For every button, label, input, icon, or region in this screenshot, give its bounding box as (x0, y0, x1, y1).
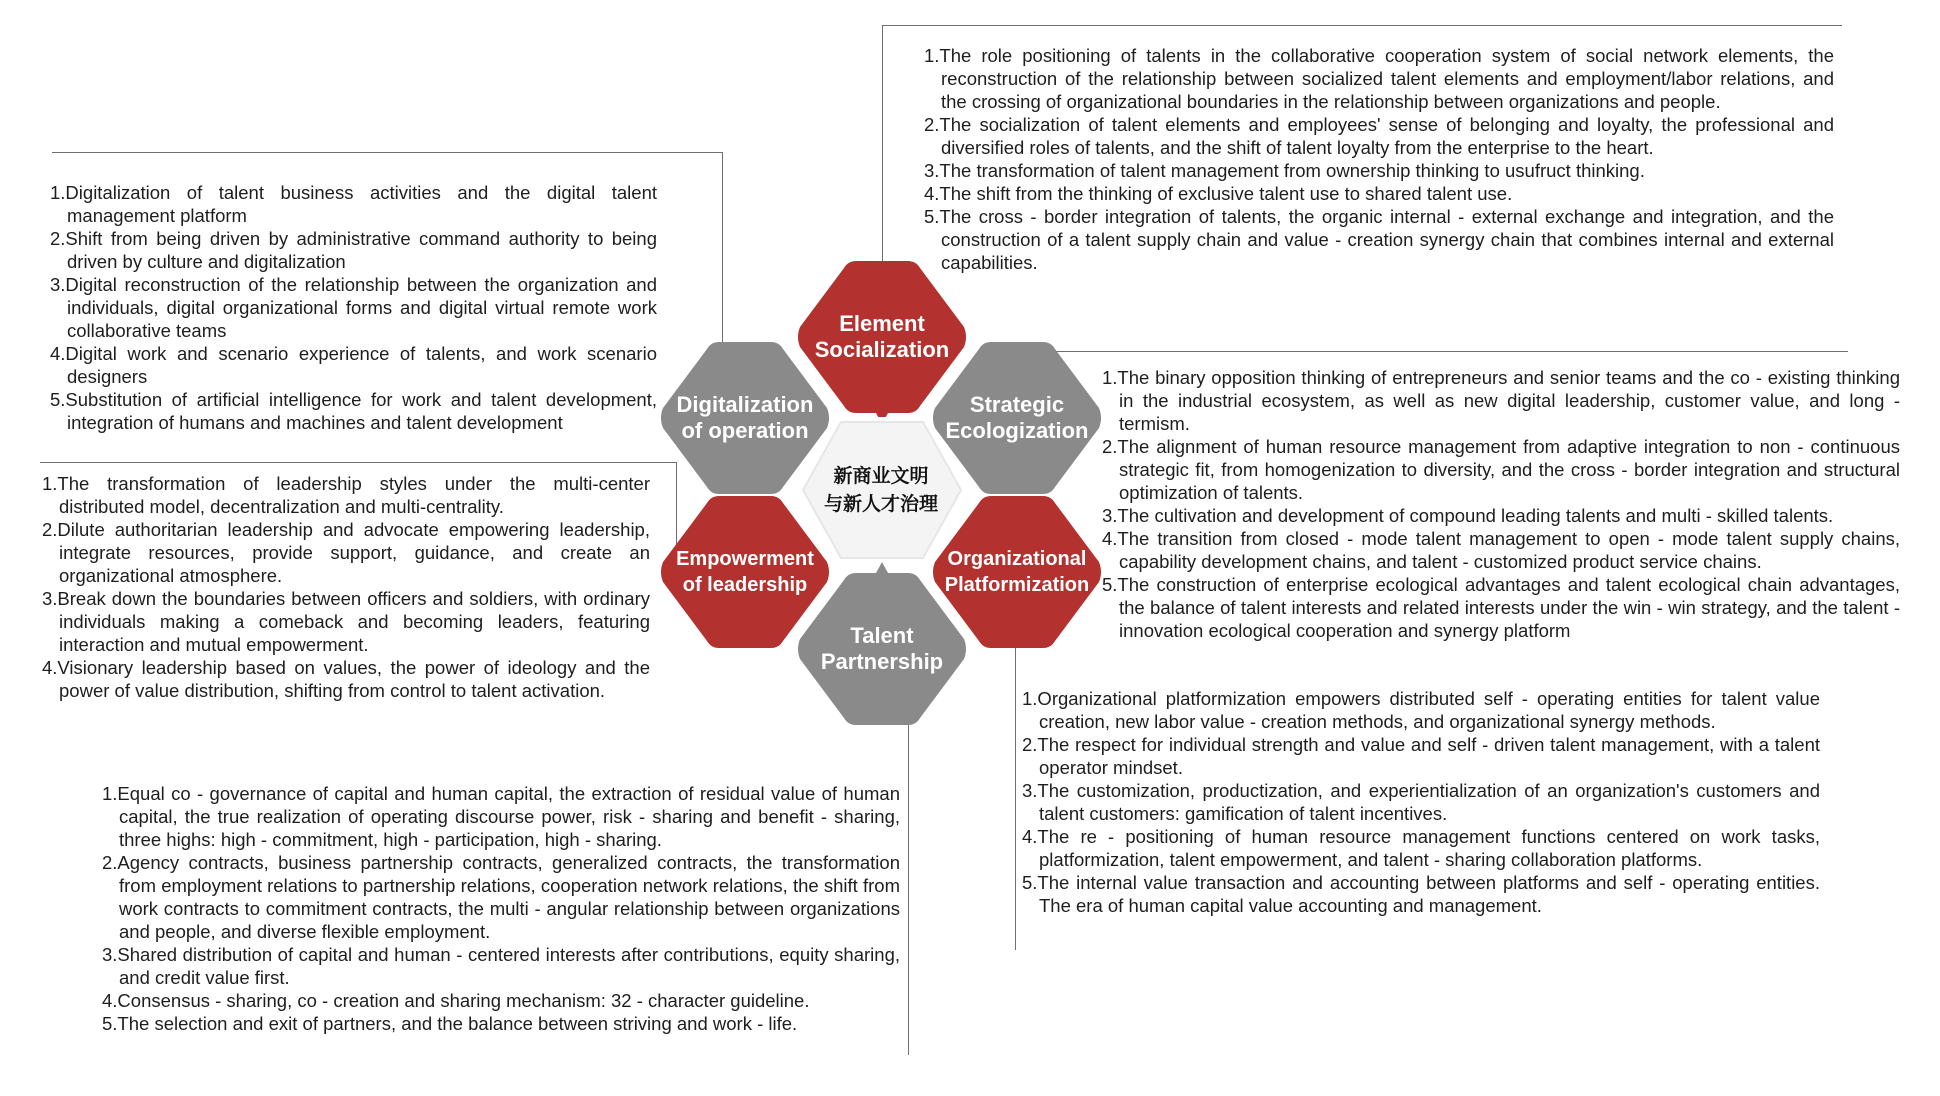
list-item: 4.Visionary leadership based on values, the power of ideology and the power of value distribution, shifting from control to talent activation. (42, 657, 650, 701)
connector-digitalization-vertical (722, 152, 723, 342)
list-item: 3.The customization, productization, and experientialization of an organization's customers and talent customers: gamification of talent incentives. (1022, 780, 1820, 824)
connector-talent-vertical (908, 722, 909, 1055)
list-item: 5.Substitution of artificial intelligence for work and talent development, integration of humans and machines and talent development (50, 389, 657, 433)
list-item: 1.The transformation of leadership styles under the multi-center distributed model, decentralization and multi-centrality. (42, 473, 650, 517)
list-item: 1.The binary opposition thinking of entrepreneurs and senior teams and the co - existing thinking in the industrial ecosystem, as well as new digital leadership, customer value, and long - termism. (1102, 367, 1900, 434)
list-item: 4.The shift from the thinking of exclusive talent use to shared talent use. (924, 183, 1513, 204)
list-item: 4.Digital work and scenario experience of talents, and work scenario designers (50, 343, 657, 387)
connector-element-top (882, 25, 883, 287)
list-item: 4.The re - positioning of human resource management functions centered on work tasks, platformization, talent empowerment, and talent - sharing collaboration platforms. (1022, 826, 1820, 870)
center-title: 新商业文明 与新人才治理 (823, 465, 938, 515)
connector-digitalization-horizontal (52, 152, 723, 153)
list-item: 3.Break down the boundaries between officers and soldiers, with ordinary individuals making a comeback and becoming leaders, featuring interaction and mutual empowerment. (42, 588, 650, 655)
connector-element-horizontal (882, 25, 1842, 26)
list-item: 5.The cross - border integration of talents, the organic internal - external exchange and integration, and the construction of a talent supply chain and value - creation synergy chain that combines internal and external capabilities. (924, 206, 1834, 273)
strategic-ecologization-list (1102, 366, 1900, 642)
list-item: 3.Digital reconstruction of the relationship between the organization and individuals, digital organizational forms and digital virtual remote work collaborative teams (50, 274, 657, 341)
talent-partnership-list (102, 782, 900, 1035)
hex-label: Element Socialization (814, 311, 950, 362)
hex-strategic-ecologization (927, 338, 1107, 498)
element-socialization-list (924, 44, 1834, 274)
connector-strategic-horizontal (1040, 351, 1848, 352)
list-item: 3.Shared distribution of capital and human - centered interests after contributions, equity sharing, and credit value first. (102, 944, 900, 988)
hex-digitalization-of-operation (655, 338, 835, 498)
organizational-platformization-list (1022, 687, 1820, 917)
list-item: 5.The selection and exit of partners, and the balance between striving and work - life. (102, 1013, 798, 1034)
list-item: 1.Organizational platformization empowers distributed self - operating entities for talent value creation, new labor value - creation methods, and organizational synergy methods. (1022, 688, 1820, 732)
list-item: 2.The alignment of human resource management from adaptive integration to non - continuous strategic fit, from homogenization to diversity, and the cross - border integration and structural optimization of talents. (1102, 436, 1900, 503)
list-item: 4.The transition from closed - mode talent management to open - mode talent supply chains, capability development chains, and talent - customized product service chains. (1102, 528, 1900, 572)
list-item: 2.Dilute authoritarian leadership and advocate empowering leadership, integrate resources, provide support, guidance, and create an organizational atmosphere. (42, 519, 650, 586)
hex-label: Empowerment of leadership (676, 548, 814, 596)
digitalization-of-operation-list (50, 181, 657, 434)
hex-label: Talent Partnership (820, 623, 944, 674)
empowerment-of-leadership-list (42, 472, 650, 702)
list-item: 3.The transformation of talent management from ownership thinking to usufruct thinking. (924, 160, 1645, 181)
list-item: 2.The respect for individual strength and value and self - driven talent management, with a talent operator mindset. (1022, 734, 1820, 778)
list-item: 1.Equal co - governance of capital and human capital, the extraction of residual value of human capital, the true realization of operating discourse power, risk - sharing and benefit - sharing, three highs: high - commitment, high - participation, high - sharing. (102, 783, 900, 850)
hex-label: Organizational Platformization (944, 548, 1090, 596)
hex-empowerment-of-leadership (655, 492, 835, 652)
list-item: 2.Agency contracts, business partnership contracts, generalized contracts, the transformation from employment relations to partnership relations, cooperation network relations, the shift from work contracts to commitment contracts, the multi - angular relationship between organizations and people, and diverse flexible employment. (102, 852, 900, 942)
hex-label: Digitalization of operation (676, 392, 814, 443)
list-item: 2.Shift from being driven by administrative command authority to being driven by culture and digitalization (50, 228, 657, 272)
list-item: 3.The cultivation and development of compound leading talents and multi - skilled talents. (1102, 505, 1834, 526)
list-item: 4.Consensus - sharing, co - creation and sharing mechanism: 32 - character guideline. (102, 990, 810, 1011)
connector-organizational-vertical (1015, 648, 1016, 950)
list-item: 5.The construction of enterprise ecological advantages and talent ecological chain advantages, the balance of talent interests and related interests under the win - win strategy, and the talent - innovation ecological cooperation and synergy platform (1102, 574, 1900, 641)
hex-label: Strategic Ecologization (945, 392, 1089, 443)
list-item: 2.The socialization of talent elements and employees' sense of belonging and loyalty, the professional and diversified roles of talents, and the shift of talent loyalty from the enterprise to the heart. (924, 114, 1834, 158)
list-item: 1.The role positioning of talents in the collaborative cooperation system of social network elements, the reconstruction of the relationship between socialized talent elements and employment/labor relations, and the crossing of organizational boundaries in the relationship between organizations and people. (924, 45, 1834, 112)
connector-empowerment-horizontal (40, 462, 677, 463)
list-item: 1.Digitalization of talent business activities and the digital talent management platform (50, 182, 657, 226)
list-item: 5.The internal value transaction and accounting between platforms and self - operating entities. The era of human capital value accounting and management. (1022, 872, 1820, 916)
